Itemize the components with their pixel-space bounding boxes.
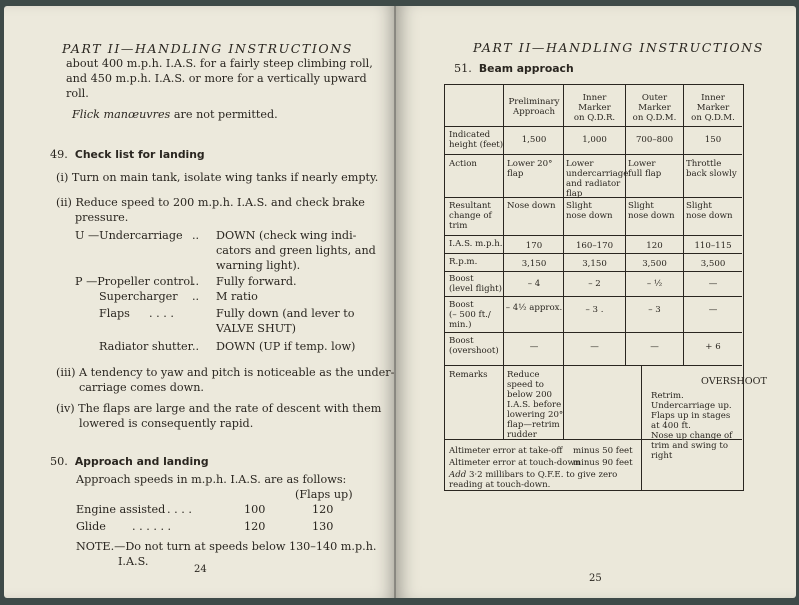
table-cell: 700–800 — [635, 135, 674, 145]
overshoot-line: trim and swing to — [651, 441, 728, 451]
right-page — [396, 6, 796, 598]
page-number-left: 24 — [194, 564, 207, 575]
checklist-dots: . . . . — [149, 307, 174, 320]
table-cell: 120 — [646, 241, 663, 251]
header-line: Inner — [582, 93, 607, 103]
remarks-line: lowering 20° — [507, 410, 564, 420]
qfe-note-line-1 — [449, 470, 617, 480]
row-label-action: Action — [449, 159, 477, 169]
qfe-note-add: Add — [449, 470, 467, 480]
cell-line: flap — [566, 189, 583, 199]
checklist-item-ii-line-1: (ii) Reduce speed to 200 m.p.h. I.A.S. and check brake — [56, 196, 365, 209]
label-line: Boost — [449, 336, 474, 346]
table-rule — [445, 126, 742, 127]
section-50-number: 50. — [50, 455, 68, 468]
table-cell: – ½ — [646, 279, 663, 289]
table-rule — [445, 332, 742, 333]
remarks-line: speed to — [507, 380, 544, 390]
table-cell: – 4½ approx. — [505, 303, 563, 313]
table-cell: – 3 . — [585, 305, 604, 315]
table-cell — [686, 201, 733, 221]
label-line: Indicated — [449, 130, 491, 140]
table-rule — [445, 154, 742, 155]
label-line: Boost — [449, 300, 474, 310]
speed-row-glide-label: Glide — [76, 520, 106, 533]
table-cell: – 2 — [588, 279, 601, 289]
checklist-dots: .. — [192, 290, 200, 303]
overshoot-line: at 400 ft. — [651, 421, 691, 431]
flaps-up-heading: (Flaps up) — [295, 488, 353, 501]
label-line: change of — [449, 211, 492, 221]
checklist-value-supercharger: M ratio — [216, 290, 258, 303]
table-rule — [445, 235, 742, 236]
header-line: Marker — [578, 103, 611, 113]
remarks-line: Reduce — [507, 370, 540, 380]
checklist-dots: .. — [192, 275, 200, 288]
table-rule — [625, 85, 626, 365]
overshoot-title: OVERSHOOT — [701, 376, 767, 387]
speed-row-engine-label: Engine assisted — [76, 503, 166, 516]
speed-row-dots: . . . . . . — [132, 520, 172, 533]
table-cell: — — [590, 342, 599, 352]
header-line: Inner — [701, 93, 725, 103]
overshoot-line: Undercarriage up. — [651, 401, 732, 411]
table-rule — [445, 271, 742, 272]
column-header-inner-qdm — [684, 93, 742, 123]
cell-line: Slight — [686, 201, 712, 211]
note-iv-line-1: (iv) The flaps are large and the rate of descent with them — [56, 402, 382, 415]
page-number-right: 25 — [589, 573, 602, 584]
section-51-number: 51. — [454, 62, 472, 75]
section-51-title: Beam approach — [478, 62, 574, 75]
column-header-inner-qdr — [564, 93, 625, 123]
cell-line: Lower — [566, 159, 594, 169]
checklist-value-propeller: Fully forward. — [216, 275, 297, 288]
note-turn-speeds-line-2: I.A.S. — [118, 555, 149, 568]
checklist-dots: .. — [192, 229, 200, 242]
note-turn-speeds-line-1: NOTE.—Do not turn at speeds below 130–140 m.p.h. — [76, 540, 377, 553]
column-header-preliminary — [505, 97, 563, 117]
flick-note-italic: Flick manœuvres — [72, 108, 171, 121]
header-line: Marker — [696, 103, 730, 113]
checklist-label-undercarriage: U —Undercarriage — [75, 229, 183, 242]
beam-approach-table — [444, 84, 767, 491]
table-rule — [445, 296, 742, 297]
checklist-label-flaps: Flaps — [99, 307, 130, 320]
row-label-boost-level — [449, 274, 502, 294]
altimeter-touchdown-label: Altimeter error at touch-down — [449, 458, 581, 468]
checklist-label-propeller: P —Propeller control — [75, 275, 194, 288]
row-label-boost-descent — [449, 300, 491, 330]
continued-text-line-3: roll. — [66, 87, 89, 100]
cell-line: undercarriage — [566, 169, 629, 179]
overshoot-line: right — [651, 451, 673, 461]
table-cell: Nose down — [507, 201, 556, 211]
table-cell: 3,150 — [582, 259, 607, 269]
section-49-heading — [50, 148, 205, 161]
section-49-number: 49. — [50, 148, 68, 161]
speed-row-dots: . . . . — [167, 503, 192, 516]
overshoot-line: Nose up change of — [651, 431, 733, 441]
overshoot-line: Flaps up in stages — [651, 411, 731, 421]
table-cell — [566, 201, 613, 221]
section-49-title: Check list for landing — [74, 148, 205, 161]
cell-line: flap — [507, 169, 524, 179]
label-line: height (feet) — [449, 140, 504, 150]
label-line: (– 500 ft./ — [449, 310, 491, 320]
header-line: Marker — [638, 103, 671, 113]
header-line: Approach — [513, 107, 555, 117]
note-iv-line-2: lowered is consequently rapid. — [79, 417, 254, 430]
table-cell: 150 — [704, 135, 722, 145]
header-line: on Q.D.R. — [573, 113, 616, 123]
continued-text-line-2: and 450 m.p.h. I.A.S. or more for a vertically upward — [66, 72, 367, 85]
checklist-value-radiator: DOWN (UP if temp. low) — [216, 340, 356, 353]
header-line: on Q.D.M. — [632, 113, 677, 123]
table-cell — [507, 159, 552, 179]
cell-line: back slowly — [686, 169, 737, 179]
overshoot-remarks — [651, 391, 732, 461]
cell-line: Lower 20° — [507, 159, 553, 169]
section-50-title: Approach and landing — [74, 455, 209, 468]
table-cell: 3,150 — [521, 259, 547, 269]
checklist-label-supercharger: Supercharger — [99, 290, 178, 303]
table-cell: + 6 — [705, 342, 721, 352]
table-rule — [503, 85, 504, 439]
label-line: (level flight) — [449, 284, 502, 294]
table-cell: 3,500 — [642, 259, 667, 269]
table-rule — [641, 365, 642, 491]
checklist-value-undercarriage-2: cators and green lights, and — [216, 244, 376, 257]
cell-line: nose down — [686, 211, 733, 221]
speed-row-engine-value-a: 100 — [244, 503, 266, 516]
header-line: Preliminary — [508, 97, 560, 107]
table-cell: – 3 — [648, 305, 661, 315]
table-rule — [445, 253, 742, 254]
row-label-remarks: Remarks — [449, 370, 488, 380]
header-line: on Q.D.M. — [691, 113, 735, 123]
cell-line: Slight — [628, 201, 654, 211]
table-cell — [686, 159, 737, 179]
remarks-line: flap—retrim — [507, 420, 560, 430]
checklist-value-flaps-1: Fully down (and lever to — [216, 307, 355, 320]
table-cell: 1,000 — [582, 135, 607, 145]
cell-line: Slight — [566, 201, 592, 211]
table-cell — [628, 159, 661, 179]
cell-line: nose down — [628, 211, 675, 221]
checklist-value-undercarriage-3: warning light). — [216, 259, 301, 272]
remarks-line: I.A.S. before — [507, 400, 562, 410]
label-line: (overshoot) — [449, 346, 499, 356]
row-label-ias: I.A.S. m.p.h. — [449, 239, 503, 249]
table-rule — [683, 85, 684, 365]
remarks-preliminary — [507, 370, 563, 440]
speed-row-engine-value-b: 120 — [312, 503, 334, 516]
table-cell: 1,500 — [521, 135, 547, 145]
remarks-line: rudder — [507, 430, 537, 440]
note-iii-line-1: (iii) A tendency to yaw and pitch is noticeable as the under- — [56, 366, 395, 379]
table-cell: — — [708, 305, 718, 315]
approach-speeds-intro: Approach speeds in m.p.h. I.A.S. are as follows: — [76, 473, 347, 486]
table-cell: 3,500 — [700, 259, 726, 269]
left-page-header: PART II—HANDLING INSTRUCTIONS — [62, 41, 353, 56]
cell-line: Throttle — [686, 159, 722, 169]
cell-line: full flap — [628, 169, 662, 179]
row-label-rpm: R.p.m. — [449, 257, 478, 267]
table-cell: — — [708, 279, 718, 289]
remarks-line: below 200 — [507, 390, 552, 400]
altimeter-takeoff-value: minus 50 feet — [573, 446, 633, 456]
label-line: Boost — [449, 274, 474, 284]
cell-line: and radiator — [566, 179, 621, 189]
table-rule — [445, 365, 742, 366]
overshoot-line: Retrim. — [651, 391, 684, 401]
cell-line: Lower — [628, 159, 656, 169]
speed-row-glide-value-b: 130 — [312, 520, 334, 533]
right-page-header: PART II—HANDLING INSTRUCTIONS — [473, 40, 764, 55]
flick-note — [72, 107, 278, 122]
left-page — [4, 6, 396, 598]
column-header-outer-qdm — [626, 93, 683, 123]
section-50-heading — [50, 455, 209, 468]
altimeter-touchdown-value: minus 90 feet — [573, 458, 633, 468]
note-iii-line-2: carriage comes down. — [79, 381, 204, 394]
row-label-boost-overshoot — [449, 336, 499, 356]
table-cell — [628, 201, 675, 221]
table-cell — [566, 159, 628, 199]
label-line: min.) — [449, 320, 472, 330]
table-cell: – 4 — [527, 279, 541, 289]
checklist-label-radiator: Radiator shutter — [99, 340, 194, 353]
row-label-trim — [449, 201, 492, 231]
continued-text-line-1: about 400 m.p.h. I.A.S. for a fairly steep climbing roll, — [66, 57, 373, 70]
checklist-value-undercarriage-1: DOWN (check wing indi- — [216, 229, 357, 242]
table-cell: 160–170 — [575, 241, 614, 251]
table-rule — [563, 85, 564, 365]
flick-note-rest: are not permitted. — [170, 108, 278, 121]
checklist-item-ii-line-2: pressure. — [75, 211, 129, 224]
label-line: Resultant — [449, 201, 491, 211]
checklist-item-i: (i) Turn on main tank, isolate wing tanks if nearly empty. — [56, 171, 379, 184]
table-cell: 170 — [525, 241, 543, 251]
qfe-note-rest: 3·2 millibars to Q.F.E. to give zero — [466, 470, 618, 480]
header-line: Outer — [641, 93, 668, 103]
speed-row-glide-value-a: 120 — [244, 520, 266, 533]
altimeter-takeoff-label: Altimeter error at take-off — [449, 446, 563, 456]
checklist-value-flaps-2: VALVE SHUT) — [216, 322, 296, 335]
table-cell: 110–115 — [694, 241, 732, 251]
table-cell: — — [529, 342, 539, 352]
section-51-heading — [454, 62, 574, 75]
label-line: trim — [449, 221, 468, 231]
cell-line: nose down — [566, 211, 613, 221]
checklist-dots: .. — [192, 340, 200, 353]
table-cell: — — [650, 342, 659, 352]
qfe-note-line-2: reading at touch-down. — [449, 480, 551, 490]
row-label-height — [449, 130, 503, 150]
